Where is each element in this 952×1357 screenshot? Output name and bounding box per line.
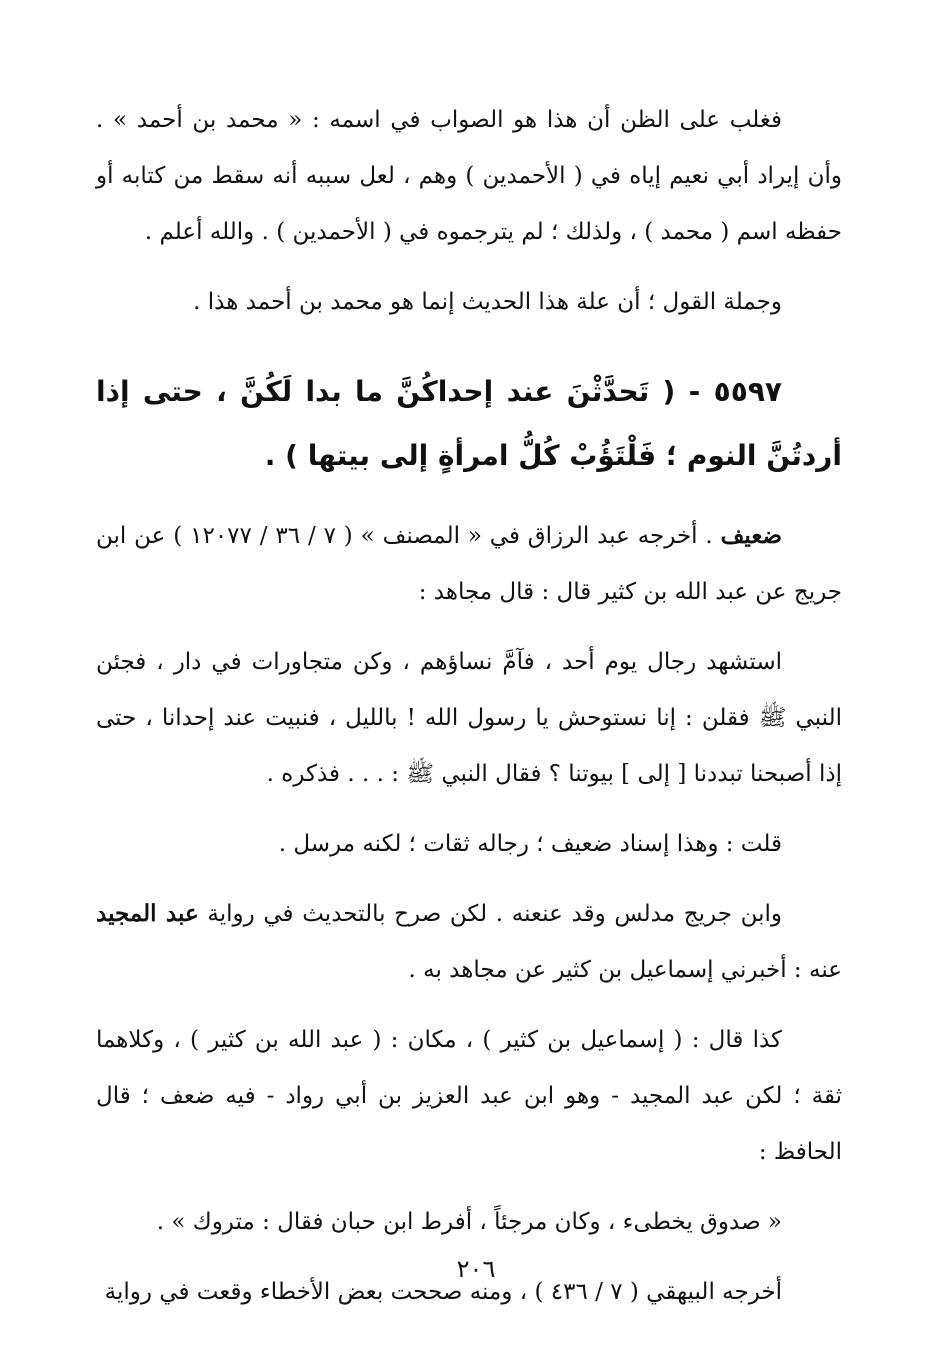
paragraph-critique: كذا قال : ( إسماعيل بن كثير ) ، مكان : ( عبد الله بن كثير ) ، وكلاهما ثقة ؛ لكن عبد المجيد - وهو ابن عبد العزيز بن أبي رواد - فيه ضعف ؛ قال الحافظ : [96,1027,843,1165]
tadlis-text-a: وابن جريج مدلس وقد عنعنه . لكن صرح بالتحديث في رواية [207,901,782,927]
hadith-heading: ٥٥٩٧ - ( تَحدَّثْنَ عند إحداكُنَّ ما بدا لَكُنَّ ، حتى إذا أردتُنَّ النوم ؛ فَلْتَؤُبْ كُلُّ امرأةٍ إلى بيتها ) . [96,375,842,472]
tadlis-text-b: عنه : أخبرني إسماعيل بن كثير عن مجاهد به . [408,957,842,983]
page-body [96,92,842,1334]
paragraph-grading [96,508,842,620]
grading-label: ضعيف [720,522,782,549]
paragraph-quote: « صدوق يخطىء ، وكان مرجئاً ، أفرط ابن حبان فقال : متروك » . [156,1209,782,1235]
grading-text: . أخرجه عبد الرزاق في « المصنف » ( ٧ / ٣٦ / ١٢٠٧٧ ) عن ابن جريج عن عبد الله بن كثير قال : قال مجاهد : [96,523,842,605]
page-number: ٢٠٦ [456,1255,496,1283]
paragraph-summary: وجملة القول ؛ أن علة هذا الحديث إنما هو محمد بن أحمد هذا . [193,289,782,315]
paragraph-comment: قلت : وهذا إسناد ضعيف ؛ رجاله ثقات ؛ لكنه مرسل . [278,831,782,857]
paragraph-narration: استشهد رجال يوم أحد ، فآمَّ نساؤهم ، وكن متجاورات في دار ، فجئن النبي ﷺ فقلن : إنا نستوحش يا رسول الله ! بالليل ، فنبيت عند إحدانا ، حتى إذا أصبحنا تبددنا [ إلى ] بيوتنا ؟ فقال النبي ﷺ : . . . فذكره . [96,649,842,787]
paragraph-bayhaqi: أخرجه البيهقي ( ٧ / ٤٣٦ ) ، ومنه صححت بعض الأخطاء وقعت في رواية [104,1279,782,1305]
paragraph-tadlis [96,886,842,998]
paragraph-intro: فغلب على الظن أن هذا هو الصواب في اسمه : « محمد بن أحمد » . وأن إيراد أبي نعيم إياه في ( الأحمدين ) وهم ، لعل سببه أنه سقط من كتابه أو حفظه اسم ( محمد ) ، ولذلك ؛ لم يترجموه في ( الأحمدين ) . والله أعلم . [96,107,842,245]
tadlis-name: عبد المجيد [96,900,199,927]
